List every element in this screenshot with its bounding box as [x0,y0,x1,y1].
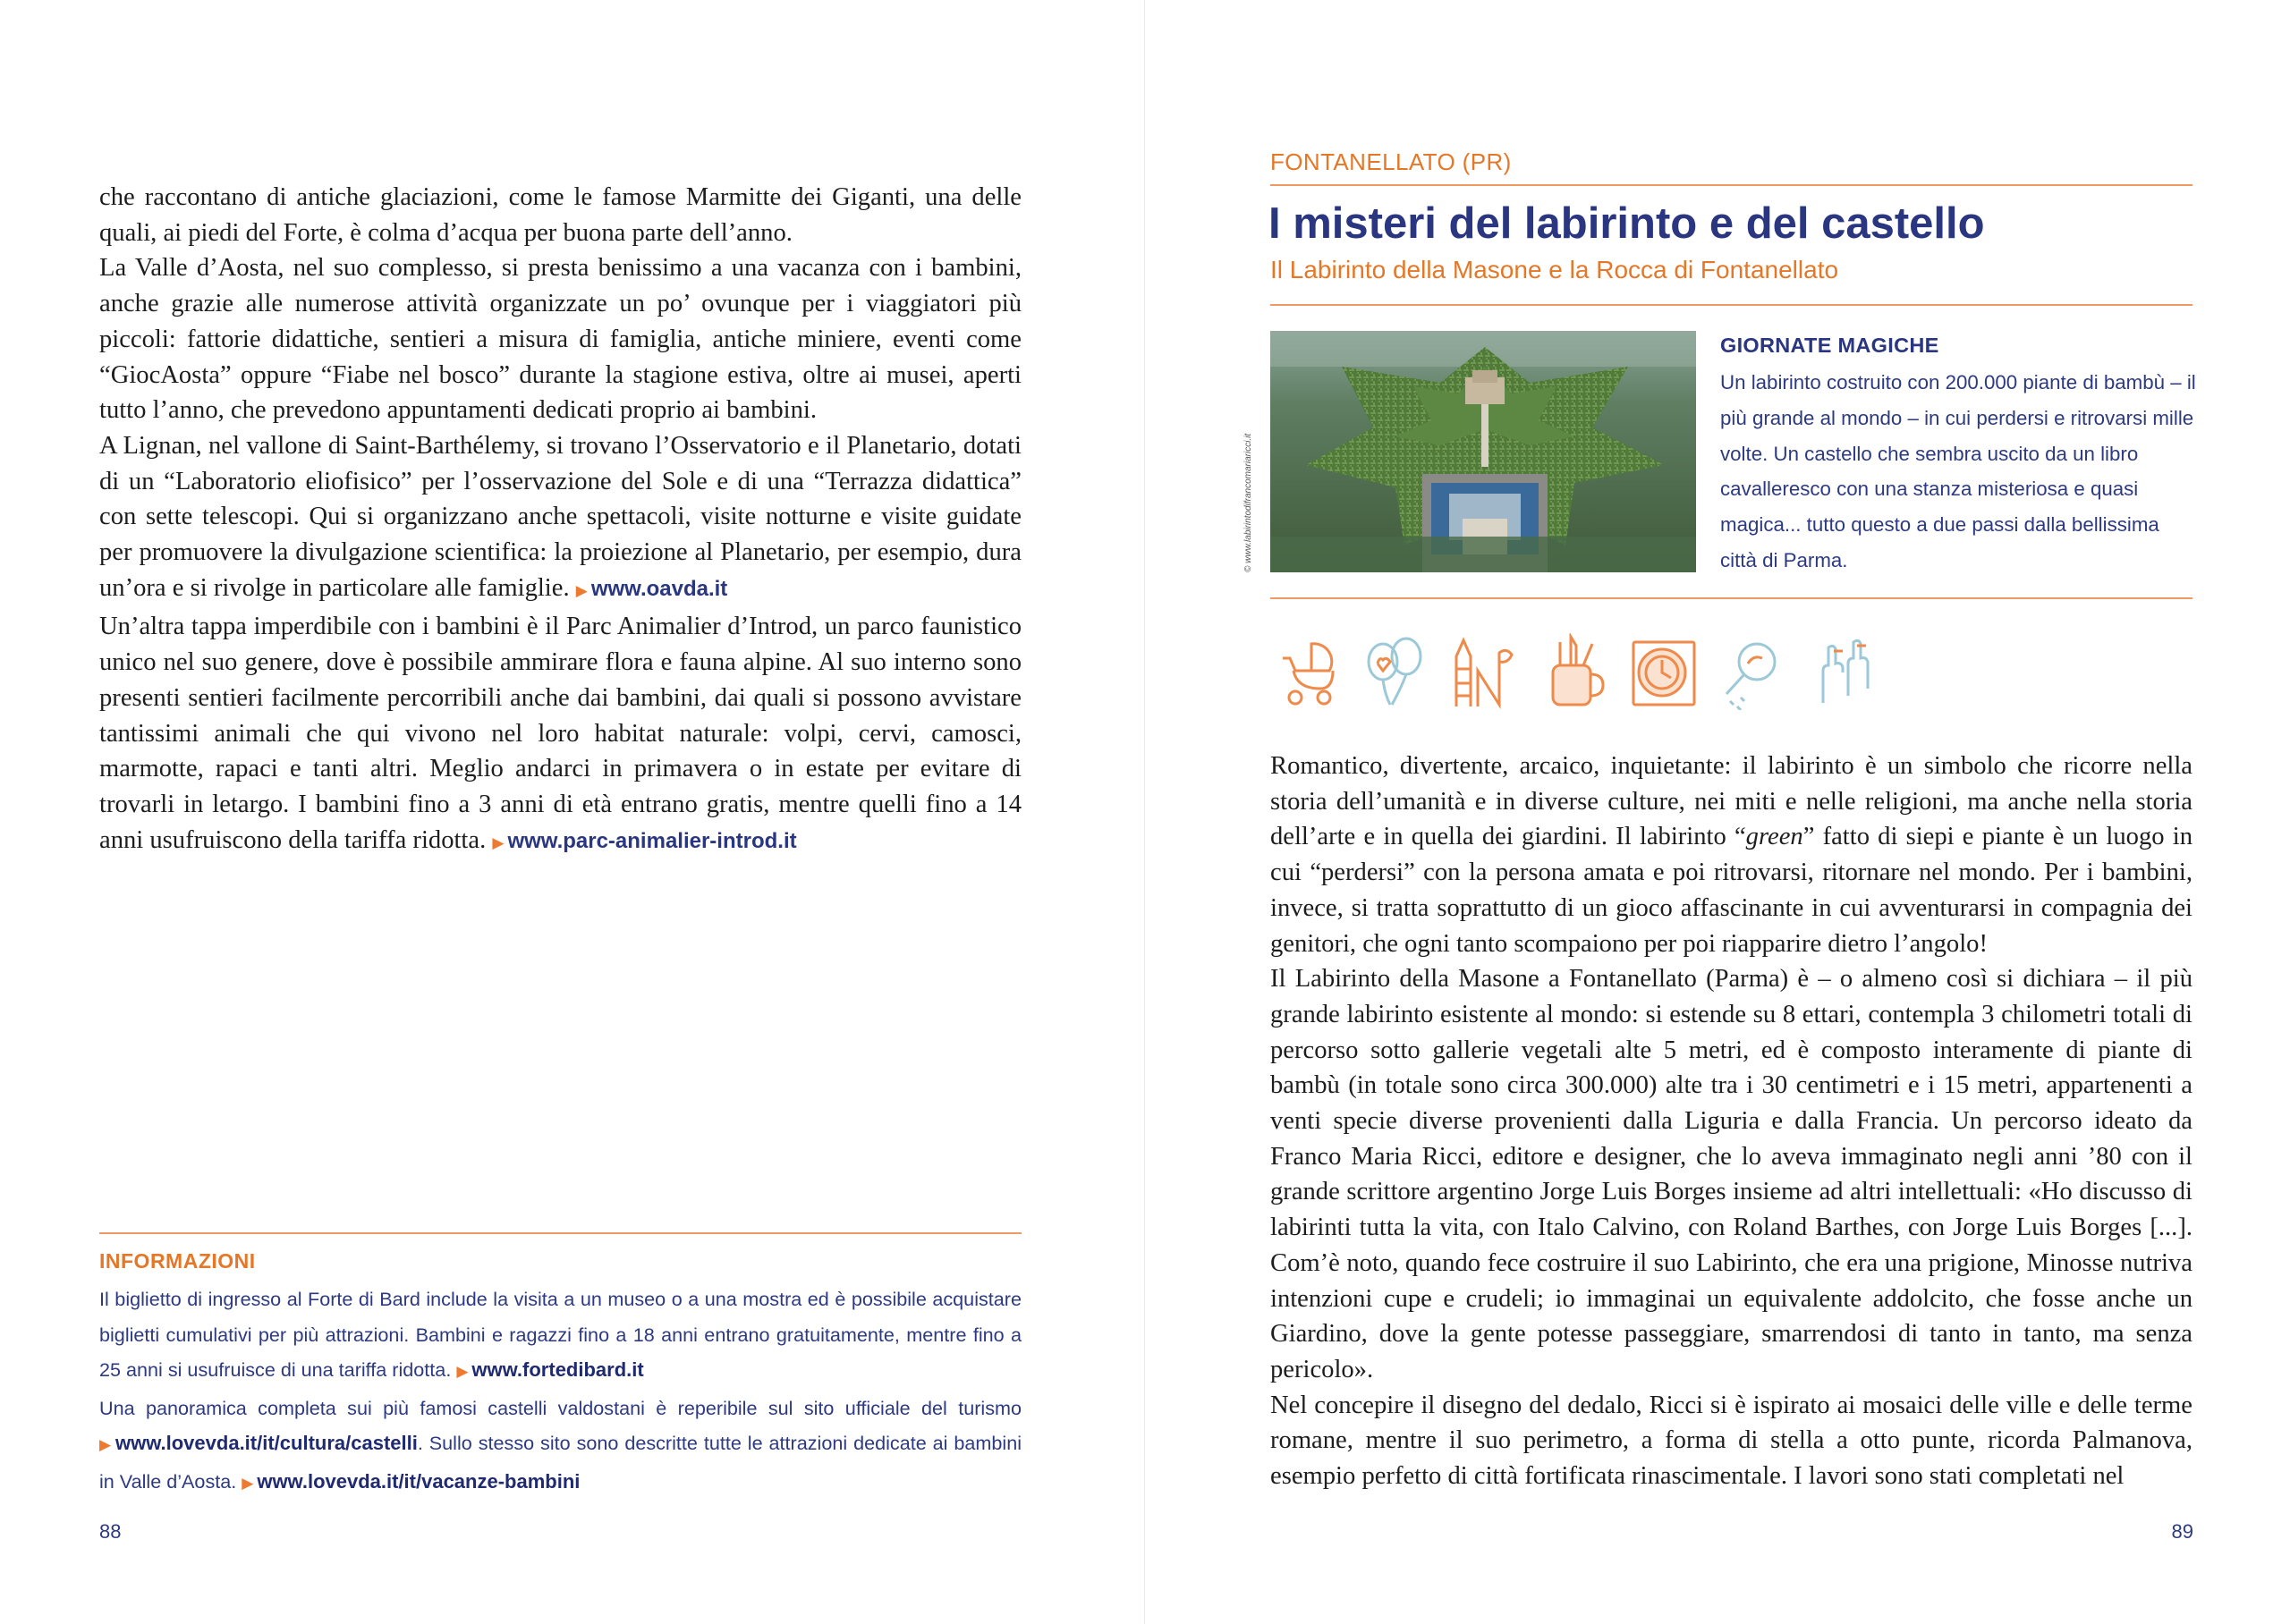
info-divider [99,1232,1022,1234]
paragraph: La Valle d’Aosta, nel suo complesso, si presta benissimo a una vacanza con i bambini, anche grazie alle numerose attività organizzate un po’ ovunque per i viaggiatori più piccoli: fattorie didattiche, sentieri a misura di famiglia, antiche miniere, eventi come “GiocAosta” oppure “Fiabe nel bosco” durante la stagione estiva, oltre ai musei, aperti tutto l’anno, che prevedono appuntamenti dedicati proprio ai bambini. [99,254,1022,425]
link-oavda[interactable]: www.oavda.it [590,576,728,601]
art-supplies-icon [1539,633,1608,710]
category-icons [1270,633,1879,710]
arrow-icon: ▶ [242,1474,254,1493]
paragraph: A Lignan, nel vallone di Saint-Barthélemy, si trovano l’Osservatorio e il Planetario, dotati di un “Laboratorio eliofisico” per l’osservazione del Sole e di una “Terrazza didattica” con sette telescopi. Qui si organizzano anche spettacoli, visite notturne e visite guidate per promuovere la divulgazione scientifica: la proiezione al Planetario, per esempio, dura un’ora e si rivolge in particolare alle famiglie. ▶ www.oavda.it [99,431,1022,602]
magnifier-icon [1718,633,1787,710]
arrow-icon: ▶ [99,1436,112,1455]
left-body-text [99,180,1022,861]
balloons-icon [1360,633,1429,710]
link-lovevda-castelli[interactable]: www.lovevda.it/it/cultura/castelli [115,1432,418,1455]
hands-icon [1807,633,1877,710]
paragraph: Un’altra tappa imperdibile con i bambini è il Parc Animalier d’Introd, un parco faunistico unico nel suo genere, dove è possibile ammirare flora e fauna alpine. Al suo interno sono presenti sentieri facilmente percorribili anche dai bambini, dai quali si possono avvistare tantissimi animali che qui vivono nel loro habitat naturale: volpi, cervi, camosci, marmotte, rapaci e tanti altri. Meglio andarci in primavera o in estate per evitare di trovarli in letargo. I bambini fino a 3 anni di età entrano gratis, mentre quelli fino a 14 anni usufruiscono della tariffa ridotta. ▶ www.parc-animalier-introd.it [99,613,1022,854]
paragraph: Romantico, divertente, arcaico, inquietante: il labirinto è un simbolo che ricorre nella storia dell’umanità e in diverse culture, nei miti e nelle religioni, ma anche nella storia dell’arte e in quella dei giardini. Il labirinto “green” fatto di siepi e piante è un luogo in cui “perdersi” con la persona amata e poi ritrovarsi, ritornare nel mondo. Per i bambini, invece, si tratta soprattutto di un gioco affascinante in cui avventurarsi in compagnia dei genitori, che ogni tanto scompaiono per poi riapparire dietro l’angolo! [1270,752,2192,958]
pram-icon [1270,633,1340,710]
page-title: I misteri del labirinto e del castello [1268,199,1985,248]
arrow-icon: ▶ [575,581,588,600]
header-divider-bottom [1270,304,2192,306]
paragraph: Nel concepire il disegno del dedalo, Ricci si è ispirato ai mosaici delle ville e delle terme romane, mentre il suo perimetro, a forma di stella a otto punte, ricorda Palmanova, esempio perfetto di città fortificata rinascimentale. I lavori sono stati completati nel [1270,1391,2192,1491]
page-subtitle: Il Labirinto della Masone e la Rocca di Fontanellato [1270,256,1839,283]
arrow-icon: ▶ [456,1363,469,1382]
info-paragraph: Il biglietto di ingresso al Forte di Bard include la visita a un museo o a una mostra ed è possibile acquistare biglietti cumulativi per più attrazioni. Bambini e ragazzi fino a 18 anni entrano gratuitamente, mentre fino a 25 anni si usufruisce di una tariffa ridotta. ▶ www.fortedibard.it [99,1288,1022,1382]
arrow-icon: ▶ [492,833,505,852]
photo-credit: © www.labirintodifrancomariaricci.it [1243,433,1253,572]
link-lovevda-bambini[interactable]: www.lovevda.it/it/vacanze-bambini [257,1469,581,1493]
labyrinth-aerial-photo [1270,331,1696,572]
paragraph: Il Labirinto della Masone a Fontanellato (Parma) è – o almeno così si dichiara – il più grande labirinto esistente al mondo: si estende su 8 ettari, contempla 3 chilometri totali di percorso sotto gallerie vegetali alte 5 metri, ed è composto interamente di piante di bambù (in totale sono circa 300.000) alte tra i 30 centimetri e i 15 metri, appartenenti a venti specie diverse provenienti dalla Liguria e dalla Francia. Un percorso ideato da Franco Maria Ricci, editore e designer, che lo aveva immaginato negli anni ’80 con il grande scrittore argentino Jorge Luis Borges insieme ad altri intellettuali: «Ho discusso di labirinti tutta la vita, con Italo Calvino, con Roland Barthes, con Jorge Luis Borges [...]. Com’è noto, quando fece costruire il suo Labirinto, che era una prigione, Minosse nutriva intenzioni cupe e crudeli; io immaginai un equivalente addolcito, che fosse anche un Giardino, dove la gente potesse passeggiare, smarrendosi di tanto in tanto, ma senza pericolo». [1270,965,2192,1383]
header-divider-top [1270,184,2192,186]
clock-icon [1628,633,1698,710]
info-body [99,1281,1022,1502]
right-body-text [1270,749,2192,1494]
nature-icon [1449,633,1519,710]
box-title: GIORNATE MAGICHE [1720,334,1939,357]
box-text: Un labirinto costruito con 200.000 piante di bambù – il più grande al mondo – in cui perdersi e ritrovarsi mille volte. Un castello che sembra uscito da un libro cavalleresco con una stanza misteriosa e quasi magica... tutto questo a due passi dalla bellissima città di Parma. [1720,371,2196,571]
info-paragraph: Una panoramica completa sui più famosi castelli valdostani è reperibile sul sito ufficiale del turismo ▶ www.lovevda.it/it/cultura/castelli. Sullo stesso sito sono descritte tutte le attrazioni dedicate ai bambini in Valle d’Aosta. ▶ www.lovevda.it/it/vacanze-bambini [99,1396,1022,1493]
link-parc-animalier[interactable]: www.parc-animalier-introd.it [507,828,797,853]
link-fortedibard[interactable]: www.fortedibard.it [471,1358,644,1382]
page-number-right: 89 [2171,1520,2193,1543]
paragraph: che raccontano di antiche glaciazioni, come le famose Marmitte dei Giganti, una delle quali, ai piedi del Forte, è colma d’acqua per buona parte dell’anno. [99,183,1022,247]
page-number-left: 88 [99,1520,122,1543]
info-title: INFORMAZIONI [99,1249,256,1273]
location-label: FONTANELLATO (PR) [1270,148,1512,175]
box-divider [1270,597,2192,599]
